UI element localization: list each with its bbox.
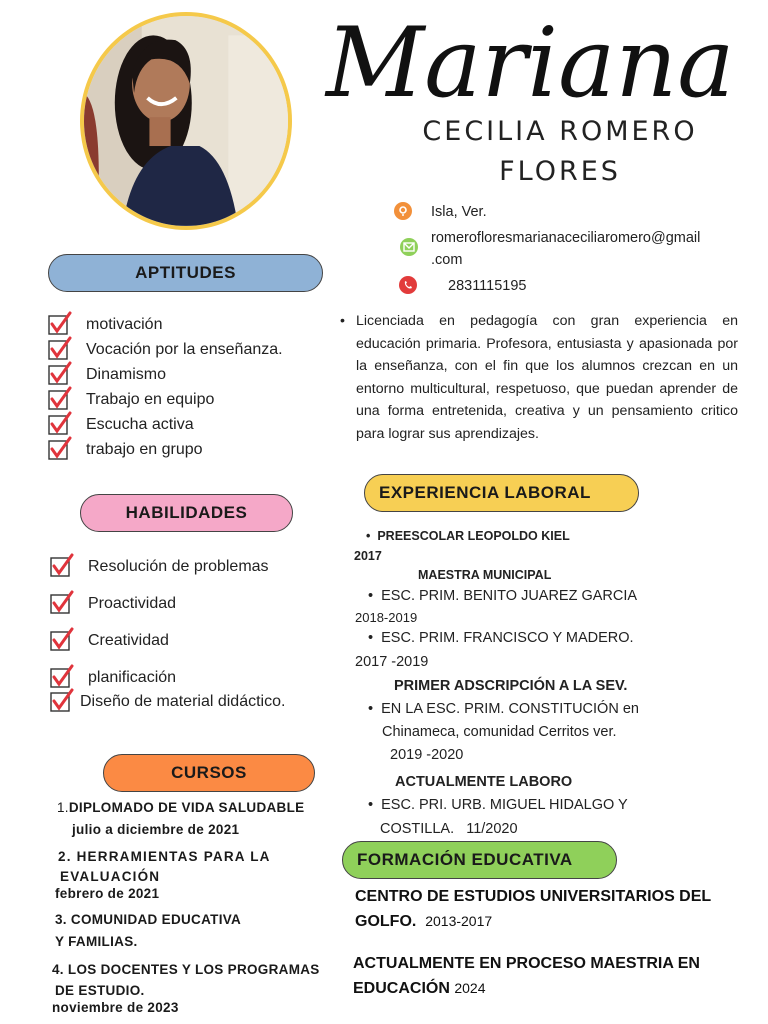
last-name xyxy=(400,112,720,192)
aptitude-label: Dinamismo xyxy=(86,365,167,383)
aptitude-label: trabajo en grupo xyxy=(86,440,203,458)
exp-3-year: 2017 -2019 xyxy=(355,654,429,670)
experiencia-title: EXPERIENCIA LABORAL xyxy=(379,483,591,502)
exp-item-3 xyxy=(368,630,634,646)
exp-5-line2: COSTILLA. 11/2020 xyxy=(380,821,518,837)
email-line1: romerofloresmarianaceciliaromero@gmail xyxy=(431,230,701,246)
exp-2-year: 2018-2019 xyxy=(355,610,418,625)
email-link[interactable] xyxy=(431,227,761,271)
cursos-title: CURSOS xyxy=(171,763,247,782)
edu-1-line1: CENTRO DE ESTUDIOS UNIVERSITARIOS DEL xyxy=(355,888,712,905)
about-bullet: • xyxy=(340,313,345,329)
exp-5-line1: ESC. PRI. URB. MIGUEL HIDALGO Y xyxy=(381,797,628,813)
exp-heading-sev: PRIMER ADSCRIPCIÓN A LA SEV. xyxy=(394,678,628,694)
aptitudes-title: APTITUDES xyxy=(135,263,236,282)
edu-2-line2 xyxy=(353,976,486,1001)
exp-heading-current: ACTUALMENTE LABORO xyxy=(395,774,573,790)
course-4-line1: 4. LOS DOCENTES Y LOS PROGRAMAS xyxy=(52,962,320,977)
edu-1-institution: GOLFO. xyxy=(355,913,417,930)
checkbox-check-icon xyxy=(50,668,70,688)
skill-label: Proactividad xyxy=(88,594,177,612)
course-2-line2: EVALUACIÓN xyxy=(60,869,161,884)
list-item xyxy=(50,622,285,659)
last-name-line2: FLORES xyxy=(499,156,621,187)
edu-1-line2 xyxy=(355,909,492,934)
bullet: • xyxy=(368,630,374,646)
experiencia-header xyxy=(364,474,639,512)
checkbox-check-icon xyxy=(50,631,70,651)
profile-photo-image xyxy=(84,16,288,226)
email-line2: .com xyxy=(431,252,463,268)
list-item xyxy=(48,412,283,437)
list-item xyxy=(50,690,285,714)
aptitude-label: Escucha activa xyxy=(86,415,194,433)
list-item xyxy=(48,437,283,462)
email-icon xyxy=(400,238,418,256)
aptitude-label: Vocación por la enseñanza. xyxy=(86,340,283,358)
bullet: • xyxy=(368,701,374,717)
habilidades-title: HABILIDADES xyxy=(125,503,248,522)
list-item xyxy=(48,387,283,412)
list-item xyxy=(48,362,283,387)
phone-text: 2831115195 xyxy=(448,278,527,294)
checkbox-check-icon xyxy=(48,440,68,460)
edu-2-program: EDUCACIÓN xyxy=(353,980,450,997)
exp-1-year: 2017 xyxy=(354,549,382,563)
course-3-line2: Y FAMILIAS. xyxy=(55,934,138,949)
aptitude-label: Trabajo en equipo xyxy=(86,390,215,408)
exp-4-year: 2019 -2020 xyxy=(390,747,464,763)
last-name-line1: CECILIA ROMERO xyxy=(422,116,698,147)
habilidades-list xyxy=(50,548,285,714)
exp-item-1 xyxy=(366,529,570,543)
list-item xyxy=(48,337,283,362)
course-4-line2: DE ESTUDIO. xyxy=(55,983,145,998)
course-3-line1: 3. COMUNIDAD EDUCATIVA xyxy=(55,912,242,927)
checkbox-check-icon xyxy=(48,340,68,360)
checkbox-check-icon xyxy=(48,315,68,335)
phone-row xyxy=(399,276,417,294)
skill-label: Resolución de problemas xyxy=(88,557,269,575)
exp-4-line1: EN LA ESC. PRIM. CONSTITUCIÓN en xyxy=(381,701,639,717)
exp-heading-municipal: MAESTRA MUNICIPAL xyxy=(418,568,552,582)
edu-1-year: 2013-2017 xyxy=(425,913,493,929)
checkbox-check-icon xyxy=(48,365,68,385)
profile-photo xyxy=(80,12,292,230)
formacion-title: FORMACIÓN EDUCATIVA xyxy=(357,850,573,869)
course-2-date: febrero de 2021 xyxy=(55,886,160,901)
exp-item-5 xyxy=(368,797,628,813)
exp-1-title: PREESCOLAR LEOPOLDO KIEL xyxy=(377,529,570,543)
exp-3-title: ESC. PRIM. FRANCISCO Y MADERO. xyxy=(381,630,634,646)
course-1-date: julio a diciembre de 2021 xyxy=(72,822,240,837)
aptitude-label: motivación xyxy=(86,315,163,333)
checkbox-check-icon xyxy=(48,415,68,435)
location-pin-icon xyxy=(394,202,412,220)
exp-item-2 xyxy=(368,588,637,604)
skill-label: Diseño de material didáctico. xyxy=(80,693,286,710)
edu-2-year: 2024 xyxy=(454,980,486,996)
course-1-number: 1. xyxy=(57,800,69,815)
bullet: • xyxy=(368,588,374,604)
exp-4-line2: Chinameca, comunidad Cerritos ver. xyxy=(382,724,617,740)
course-2-line1: 2. HERRAMIENTAS PARA LA xyxy=(58,849,271,864)
course-4-date: noviembre de 2023 xyxy=(52,1000,179,1015)
about-text: Licenciada en pedagogía con gran experiencia en educación primaria. Profesora, entusiasta y apasionada por la enseñanza, con el fin que los alumnos crezcan en un entorno multicultural, respetuoso, que puedan aprender de una forma entretenida, creativa y un pensamiento critico para lograr sus aprendizajes. xyxy=(356,313,738,442)
list-item xyxy=(50,585,285,622)
aptitudes-header xyxy=(48,254,323,292)
checkbox-check-icon xyxy=(50,594,70,614)
edu-2-line1: ACTUALMENTE EN PROCESO MAESTRIA EN xyxy=(353,955,700,972)
exp-2-title: ESC. PRIM. BENITO JUAREZ GARCIA xyxy=(381,588,638,604)
about-paragraph xyxy=(340,310,738,445)
skill-label: Creatividad xyxy=(88,631,169,649)
email-row xyxy=(400,238,418,256)
checkbox-check-icon xyxy=(48,390,68,410)
checkbox-check-icon xyxy=(50,692,70,712)
course-1 xyxy=(57,797,304,818)
course-1-title: DIPLOMADO DE VIDA SALUDABLE xyxy=(68,800,305,815)
first-name-text: Mariana xyxy=(326,7,735,119)
aptitudes-list xyxy=(48,312,283,462)
exp-item-4 xyxy=(368,701,639,717)
list-item xyxy=(50,548,285,585)
formacion-header xyxy=(342,841,617,879)
bullet: • xyxy=(368,797,374,813)
location-text: Isla, Ver. xyxy=(431,204,487,220)
checkbox-check-icon xyxy=(50,557,70,577)
skill-label: planificación xyxy=(88,668,177,686)
habilidades-header xyxy=(80,494,293,532)
bullet: • xyxy=(366,529,371,543)
list-item xyxy=(48,312,283,337)
location-row xyxy=(394,202,412,220)
phone-icon xyxy=(399,276,417,294)
cursos-header xyxy=(103,754,315,792)
